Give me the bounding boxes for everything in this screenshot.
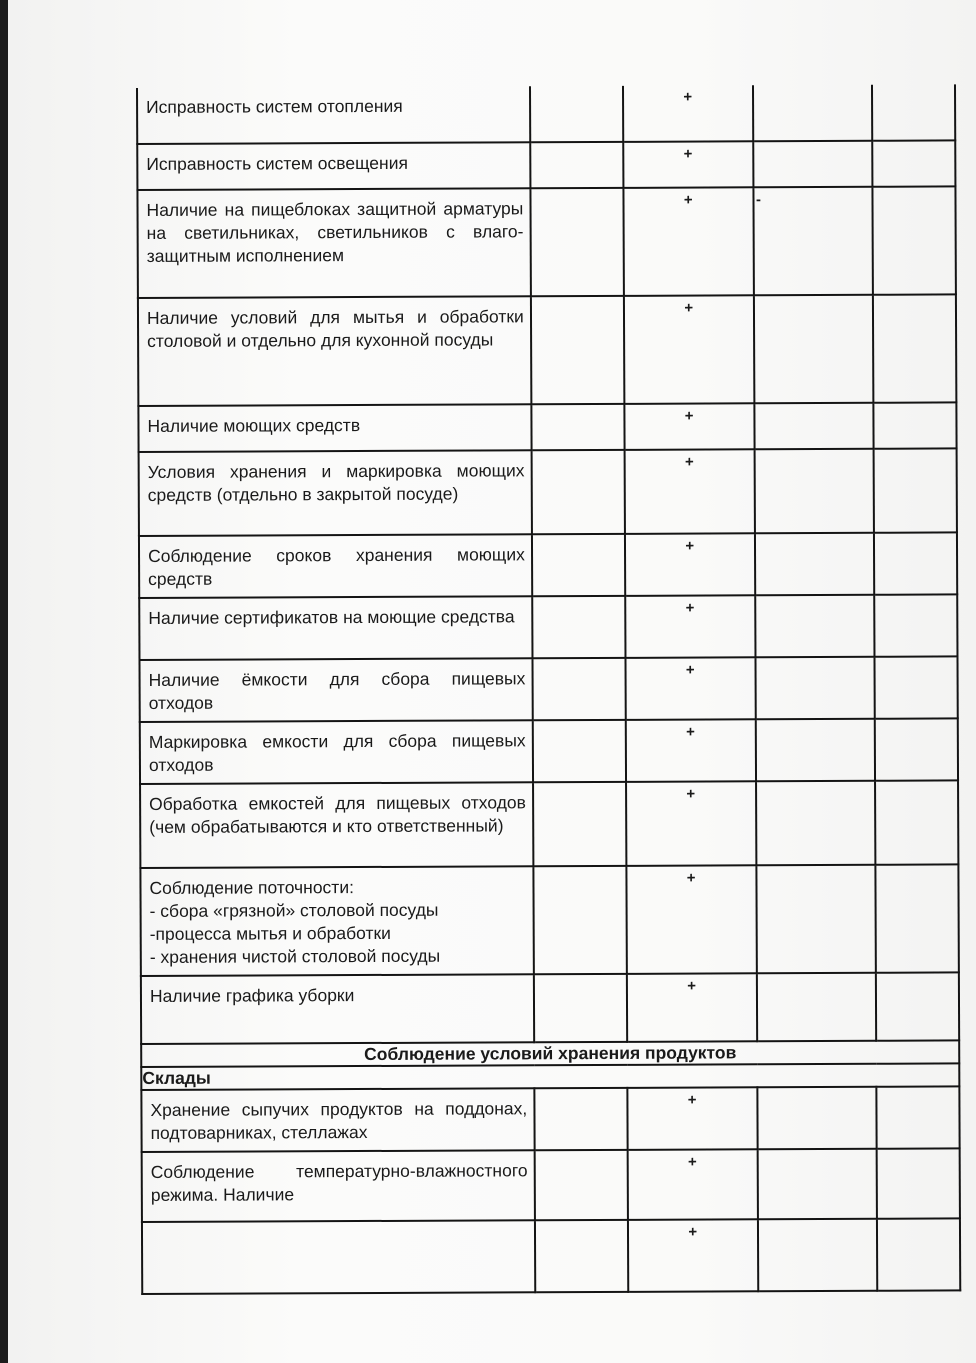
- empty-mark: [535, 1089, 626, 1093]
- criterion-cell: [140, 866, 533, 976]
- empty-mark: [873, 141, 954, 145]
- empty-mark: [874, 403, 955, 407]
- mark-cell[interactable]: [875, 780, 958, 864]
- mark-cell[interactable]: [876, 1086, 959, 1148]
- criterion-text: Соблюдение поточности: - сбора «грязной» столовой посуды -процесса мытья и обработки - хранения чистой столовой посуды: [149, 877, 441, 967]
- empty-mark: [756, 720, 873, 725]
- plus-mark: +: [686, 785, 696, 803]
- empty-mark: [531, 143, 622, 147]
- criterion-cell: [140, 720, 533, 784]
- criterion-cell: [139, 534, 532, 598]
- mark-cell[interactable]: [875, 864, 959, 972]
- mark-cell[interactable]: [626, 781, 756, 866]
- empty-mark: [757, 866, 874, 871]
- mark-cell[interactable]: [623, 141, 753, 188]
- empty-mark: [756, 596, 873, 601]
- criterion-cell: [139, 450, 532, 536]
- criterion-cell: [141, 974, 534, 1044]
- empty-mark: [755, 404, 872, 409]
- plus-mark: +: [683, 191, 693, 209]
- mark-cell[interactable]: [627, 973, 757, 1042]
- plus-mark: +: [684, 299, 694, 317]
- criterion-text: Исправность систем освещения: [146, 152, 408, 174]
- empty-mark: [756, 658, 873, 663]
- mark-cell[interactable]: [534, 974, 627, 1042]
- minus-mark: -: [755, 191, 762, 209]
- criterion-cell: [142, 1220, 535, 1294]
- table-row: [141, 1086, 959, 1152]
- checklist-body-part2: [141, 1086, 960, 1294]
- criterion-text: Наличие сертификатов на моющие средства: [148, 606, 515, 628]
- mark-cell[interactable]: [873, 402, 956, 448]
- empty-mark: [532, 405, 623, 409]
- criterion-text: Соблюдение сроков хранения моющих средств: [147, 544, 525, 589]
- empty-mark: [877, 1087, 958, 1091]
- mark-cell[interactable]: [754, 403, 874, 450]
- mark-cell[interactable]: [872, 140, 955, 186]
- section-title: Соблюдение условий хранения продуктов: [141, 1040, 959, 1067]
- mark-cell[interactable]: [532, 596, 625, 658]
- empty-mark: [878, 1219, 959, 1223]
- empty-mark: [533, 535, 624, 539]
- empty-mark: [757, 974, 874, 979]
- criterion-cell: [137, 188, 530, 298]
- empty-mark: [531, 86, 622, 90]
- criterion-cell: [140, 782, 533, 868]
- criterion-text: Исправность систем отопления: [146, 95, 403, 117]
- mark-cell[interactable]: [628, 1149, 758, 1220]
- plus-mark: +: [684, 453, 694, 471]
- plus-mark: +: [687, 1153, 697, 1171]
- mark-cell[interactable]: [756, 973, 876, 1042]
- empty-mark: [875, 449, 956, 453]
- mark-cell[interactable]: [874, 532, 957, 594]
- empty-mark: [755, 450, 872, 455]
- criterion-cell: [137, 142, 530, 190]
- mark-cell[interactable]: [625, 533, 755, 596]
- mark-cell[interactable]: [623, 187, 753, 296]
- checklist-body-part1: [137, 84, 959, 1044]
- mark-cell[interactable]: [874, 448, 957, 532]
- mark-cell[interactable]: [755, 595, 875, 658]
- plus-mark: +: [685, 537, 695, 555]
- mark-cell[interactable]: [877, 1148, 960, 1218]
- table-row: [137, 84, 955, 144]
- mark-cell[interactable]: [535, 1220, 628, 1292]
- empty-mark: [534, 867, 625, 871]
- empty-mark: [754, 142, 871, 147]
- mark-cell[interactable]: [757, 1087, 877, 1150]
- mark-cell[interactable]: [753, 187, 873, 296]
- criterion-text: Маркировка емкости для сбора пищевых отходов: [148, 730, 526, 775]
- table-row: [139, 448, 957, 536]
- empty-mark: [876, 865, 957, 869]
- mark-cell[interactable]: [625, 657, 755, 720]
- table-row: [142, 1218, 960, 1294]
- mark-cell[interactable]: [756, 865, 876, 974]
- mark-cell[interactable]: [874, 656, 957, 718]
- table-row: [138, 294, 956, 406]
- criterion-text: Наличие графика уборки: [149, 985, 355, 1006]
- mark-cell[interactable]: [876, 972, 959, 1040]
- table-row: [140, 718, 958, 784]
- checklist-table: [136, 84, 961, 1295]
- mark-cell[interactable]: [534, 1150, 627, 1220]
- mark-cell[interactable]: [624, 403, 754, 450]
- empty-mark: [875, 657, 956, 661]
- mark-cell[interactable]: [626, 719, 756, 782]
- empty-mark: [876, 719, 957, 723]
- table-row: [137, 186, 955, 298]
- empty-mark: [532, 451, 623, 455]
- empty-mark: [758, 1088, 875, 1093]
- mark-cell[interactable]: [534, 1088, 627, 1150]
- table-row: [140, 864, 958, 976]
- table-row: [138, 402, 956, 452]
- criterion-text: Хранение сыпучих продуктов на поддонах, подтоварниках, стеллажах: [150, 1098, 528, 1143]
- mark-cell[interactable]: [757, 1219, 877, 1292]
- empty-mark: [535, 1151, 626, 1155]
- empty-mark: [877, 973, 958, 977]
- mark-cell[interactable]: [530, 86, 623, 142]
- empty-mark: [758, 1150, 875, 1155]
- empty-mark: [534, 783, 625, 787]
- mark-cell[interactable]: [531, 404, 624, 450]
- empty-mark: [755, 534, 872, 539]
- table-row: [140, 780, 958, 868]
- criterion-text: Наличие моющих средств: [147, 415, 361, 436]
- plus-mark: +: [688, 1223, 698, 1241]
- mark-cell[interactable]: [625, 449, 755, 534]
- plus-mark: +: [685, 661, 695, 679]
- table-row: [141, 972, 959, 1044]
- mark-cell[interactable]: [756, 781, 876, 866]
- mark-cell[interactable]: [872, 186, 956, 294]
- empty-mark: [534, 721, 625, 725]
- mark-cell[interactable]: [624, 295, 754, 404]
- mark-cell[interactable]: [874, 594, 957, 656]
- mark-cell[interactable]: [533, 866, 627, 974]
- empty-mark: [875, 533, 956, 537]
- subsection-title: Склады: [141, 1063, 959, 1090]
- table-row: [139, 594, 957, 660]
- empty-mark: [536, 1221, 627, 1225]
- criterion-text: Обработка емкостей для пищевых отходов (чем обрабатываются и кто ответственный): [149, 792, 526, 837]
- mark-cell[interactable]: [755, 719, 875, 782]
- empty-mark: [535, 975, 626, 979]
- plus-mark: +: [687, 977, 697, 995]
- criterion-cell: [138, 296, 531, 406]
- plus-mark: +: [683, 145, 693, 163]
- mark-cell[interactable]: [753, 295, 873, 404]
- mark-cell[interactable]: [533, 782, 626, 866]
- table-row: [139, 532, 957, 598]
- criterion-text: Наличие условий для мытья и обработки столовой и отдельно для кухонной посуды: [146, 306, 524, 351]
- criterion-text: [143, 1221, 534, 1237]
- checklist-sheet: [136, 84, 961, 1295]
- mark-cell[interactable]: [533, 720, 626, 782]
- empty-mark: [754, 296, 871, 301]
- mark-cell[interactable]: [753, 141, 873, 188]
- criterion-text: Наличие ёмкости для сбора пищевых отходов: [148, 668, 526, 713]
- mark-cell[interactable]: [623, 85, 753, 142]
- empty-mark: [873, 187, 954, 191]
- mark-cell[interactable]: [625, 595, 755, 658]
- plus-mark: +: [684, 407, 694, 425]
- section-header-body: [141, 1040, 959, 1090]
- plus-mark: +: [686, 723, 695, 741]
- mark-cell[interactable]: [530, 142, 623, 188]
- mark-cell[interactable]: [757, 1149, 877, 1220]
- mark-cell[interactable]: [626, 865, 756, 974]
- mark-cell[interactable]: [531, 450, 624, 534]
- plus-mark: +: [686, 869, 696, 887]
- empty-mark: [758, 1220, 875, 1225]
- mark-cell[interactable]: [754, 533, 874, 596]
- criterion-cell: [139, 596, 532, 660]
- criterion-cell: [137, 86, 530, 144]
- empty-mark: [757, 782, 874, 787]
- empty-mark: [531, 189, 622, 193]
- mark-cell[interactable]: [532, 534, 625, 596]
- plus-mark: +: [685, 599, 695, 617]
- mark-cell[interactable]: [877, 1218, 960, 1290]
- table-row: [137, 140, 955, 190]
- mark-cell[interactable]: [875, 718, 958, 780]
- criterion-cell: [139, 658, 532, 722]
- plus-mark: +: [683, 88, 693, 106]
- photo-edge-shadow: [0, 0, 8, 1363]
- mark-cell[interactable]: [873, 294, 957, 402]
- mark-cell[interactable]: [627, 1087, 757, 1150]
- criterion-text: Соблюдение температурно-влажностного режима. Наличие: [150, 1160, 528, 1205]
- criterion-cell: [138, 404, 531, 452]
- document-page: [8, 0, 976, 1363]
- empty-mark: [873, 84, 954, 88]
- table-row: [142, 1148, 960, 1222]
- mark-cell[interactable]: [755, 657, 875, 720]
- empty-mark: [874, 295, 955, 299]
- mark-cell[interactable]: [628, 1219, 758, 1292]
- criterion-cell: [142, 1150, 535, 1222]
- empty-mark: [533, 659, 624, 663]
- mark-cell[interactable]: [872, 84, 955, 140]
- mark-cell[interactable]: [531, 296, 625, 404]
- empty-mark: [876, 781, 957, 785]
- empty-mark: [878, 1149, 959, 1153]
- mark-cell[interactable]: [754, 449, 874, 534]
- criterion-cell: [141, 1088, 534, 1152]
- table-row: [139, 656, 957, 722]
- empty-mark: [875, 595, 956, 599]
- empty-mark: [532, 297, 623, 301]
- mark-cell[interactable]: [532, 658, 625, 720]
- criterion-text: Условия хранения и маркировка моющих средств (отдельно в закрытой посуде): [147, 460, 525, 505]
- mark-cell[interactable]: [530, 188, 624, 296]
- empty-mark: [753, 85, 870, 90]
- empty-mark: [533, 597, 624, 601]
- criterion-text: Наличие на пищеблоках защитной арматуры на светильниках, светильников с влаго-защитным исполнением: [146, 198, 524, 266]
- plus-mark: +: [687, 1091, 697, 1109]
- mark-cell[interactable]: [752, 85, 872, 142]
